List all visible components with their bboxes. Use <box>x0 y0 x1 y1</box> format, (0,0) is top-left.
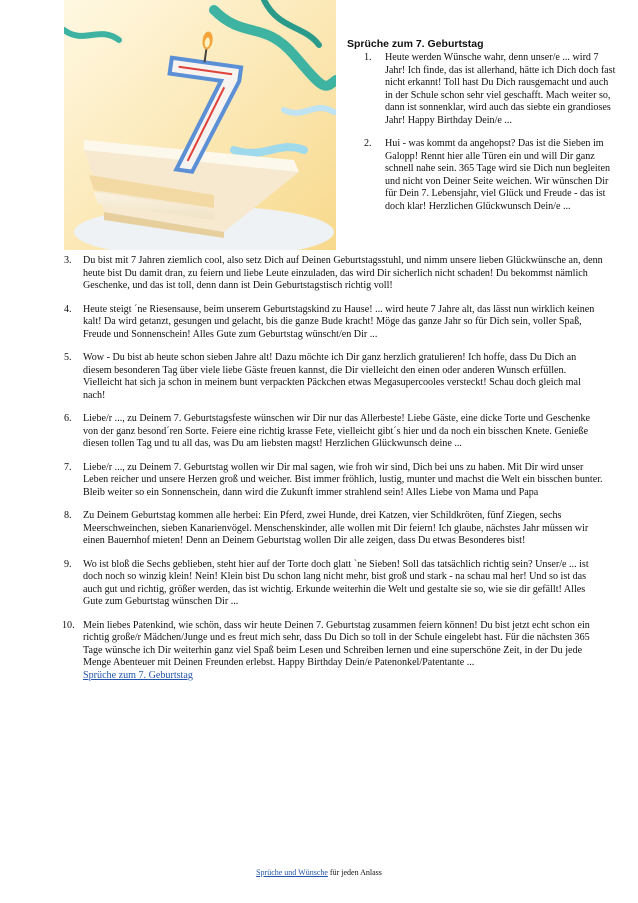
item-number: 10. <box>62 619 75 631</box>
list-item <box>64 413 604 451</box>
cake-photo <box>64 0 336 250</box>
item-text: Wo ist bloß die Sechs geblieben, steht hier auf der Torte doch glatt `ne Sieben! Soll das tatsächlich richtig sein? Unser/e ... ist doch noch so winzig klein! Nein! Klein bist Du schon lang nicht mehr, bist groß und stark - na schau mal her! Und so ist das auch gut und richtig, größer werden, das ist wichtig. Erkunde weiterhin die Welt und gestalte sie so, wie sie dir gefällt! Alles Gute zum Geburtstag wünschen Dir ... <box>83 558 589 607</box>
footer-link[interactable]: Sprüche und Wünsche <box>256 868 328 877</box>
item-number: 7. <box>64 461 72 473</box>
item-text: Du bist mit 7 Jahren ziemlich cool, also setz Dich auf Deinen Geburtstagsstuhl, und nimm unsere lieben Glückwünsche an, denn heute bist Du damit dran, zu feiern und liebe Leute einzuladen, das wird Dir sicherlich nicht schaden! Du bekommst nämlich Geschenke, und das ist toll, denn dann ist Dein Geburtstagstisch richtig voll! <box>83 255 603 291</box>
list-item <box>347 52 617 127</box>
page-footer <box>0 868 638 877</box>
footer-text: für jeden Anlass <box>327 868 382 877</box>
item-number: 9. <box>64 558 72 570</box>
item-number: 5. <box>64 352 72 363</box>
list-item <box>64 620 604 683</box>
item-number: 6. <box>64 413 72 424</box>
main-saying-list <box>64 255 604 693</box>
item-text: Heute steigt ´ne Riesensause, beim unserem Geburtstagskind zu Hause! ... wird heute 7 Jahre alt, das lässt nun wirklich keinen kalt! Da wird getanzt, gesungen und gelacht, bis die ganze Bude kracht! Möge das ganze Jahr so für Dich sein, voller Spaß, Freude und Sonnenschein! Alles Gute zum Geburtstag wünscht/en Dir ... <box>83 303 595 340</box>
item-number: 8. <box>64 510 72 521</box>
list-item <box>64 255 604 293</box>
item-text: Liebe/r ..., zu Deinem 7. Geburtstagsfeste wünschen wir Dir nur das Allerbeste! Liebe Gäste, eine dicke Torte und Geschenke von der ganz besond´ren Sorte. Feiere eine richtig krasse Fete, vielleicht gibt´s hier und da noch ein bisschen Knete. Genieße diesen tollen Tag und tu all das, was Du am liebsten magst! Herzlichen Glückwunsch deine ... <box>83 413 590 449</box>
sprueche-7-geburtstag-link[interactable]: Sprüche zum 7. Geburtstag <box>83 669 193 681</box>
item-text: Mein liebes Patenkind, wie schön, dass wir heute Deinen 7. Geburtstag zusammen feiern können! Du bist jetzt echt schon ein richtig große/r Mädchen/Junge und es freut mich sehr, dass Du Dich so toll in der Schule eingelebt hast. Für die nächsten 365 Tage wünsche ich Dir weiterhin ganz viel Spaß beim Lesen und Schreiben lernen und eine superschöne Zeit, in der Du jede Menge Abenteuer mit Deinen Freunden erlebst. Happy Birthday Dein/e Patenonkel/Patentante ... <box>83 619 590 668</box>
item-number: 1. <box>364 52 372 63</box>
item-number: 2. <box>364 138 372 149</box>
list-item <box>64 559 604 609</box>
list-item <box>64 510 604 548</box>
item-number: 4. <box>64 303 72 315</box>
birthday-cake-image <box>64 0 336 250</box>
item-text: Wow - Du bist ab heute schon sieben Jahre alt! Dazu möchte ich Dir ganz herzlich gratulieren! Ich hoffe, dass Du Dich an diesem besonderen Tag über viele liebe Gäste freuen kannst, die Dir vielleicht den einen oder anderen Wunsch erfüllen. Vielleicht hat sich ja schon in meinem bunt verpackten Päckchen etwas Megasupercooles versteckt! Schau doch gleich mal nach! <box>83 352 581 401</box>
item-number: 3. <box>64 255 72 266</box>
item-text: Heute werden Wünsche wahr, denn unser/e ... wird 7 Jahr! Ich finde, das ist allerhand, hätte ich Dich doch fast nicht erkannt! Toll hast Du Dich rausgemacht und auch in der Schule schon sehr viel geschafft. Mach weiter so, dann ist sonnenklar, wird auch das siebte ein grandioses Jahr! Happy Birthday Dein/e ... <box>385 52 616 126</box>
list-item <box>64 462 604 500</box>
list-item <box>64 352 604 402</box>
item-text: Hui - was kommt da angehopst? Das ist die Sieben im Galopp! Rennt hier alle Türen ein und will Dir ganz schnell nahe sein. 365 Tage wird sie Dich nun begleiten und nicht von Deiner Seite weichen. Wir wünschen Dir für Dein 7. Lebensjahr, viel Glück und Freude - das ist doch klar! Herzlichen Glückwunsch Dein/e ... <box>385 138 611 212</box>
item-text: Zu Deinem Geburtstag kommen alle herbei: Ein Pferd, zwei Hunde, drei Katzen, vier Schildkröten, fünf Ziegen, sechs Meerschweinchen, sieben Kanarienvögel. Menschenskinder, alle wollen mit Dir feiern! Ich glaube, nächstes Jahr müssen wir einen Bauernhof mieten! Denn an Deinem Geburtstag wollen Dir alle zeigen, dass Du etwas Besonderes bist! <box>83 510 589 546</box>
item-text: Liebe/r ..., zu Deinem 7. Geburtstag wollen wir Dir mal sagen, wie froh wir sind, Dich bei uns zu haben. Mit Dir wird unser Leben reicher und unsere Herzen groß und weicher. Bist immer fröhlich, lustig, munter und machst die Welt ein bisschen bunter. Bleib weiter so ein Sonnenschein, dann wird die Zukunft immer strahlend sein! Alles Liebe von Mama und Papa <box>83 461 603 498</box>
list-item <box>64 304 604 342</box>
top-saying-list <box>347 52 617 224</box>
page-title: Sprüche zum 7. Geburtstag <box>347 38 484 50</box>
list-item <box>347 138 617 213</box>
